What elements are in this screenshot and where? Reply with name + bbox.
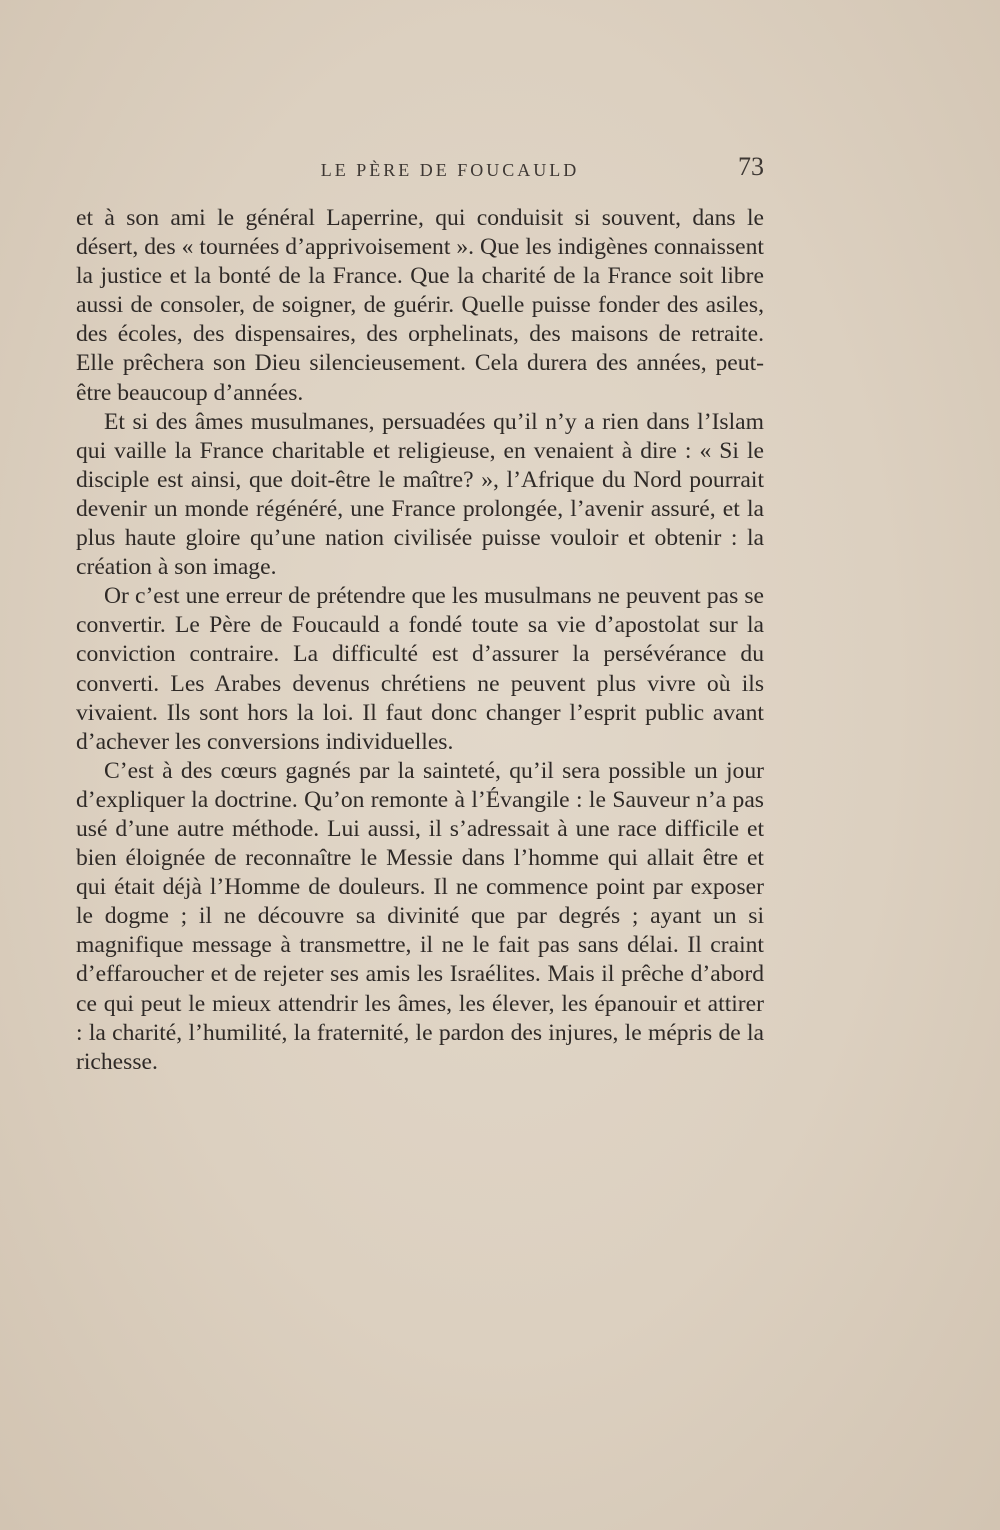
paragraph-2: Et si des âmes musulmanes, persuadées qu’il n’y a rien dans l’Islam qui vaille la France charitable et religieuse, en venaient à dire : « Si le disciple est ainsi, que doit-être le maître? », l’Afrique du Nord pourrait devenir un monde régénéré, une France prolongée, l’avenir assuré, et la plus haute gloire qu’une nation civilisée puisse vouloir et obtenir : la création à son image. — [76, 408, 764, 581]
running-head — [76, 152, 764, 188]
paragraph-1: et à son ami le général Laperrine, qui conduisit si souvent, dans le désert, des « tournées d’apprivoisement ». Que les indigènes connaissent la justice et la bonté de la France. Que la charité de la France soit libre aussi de consoler, de soigner, de guérir. Quelle puisse fonder des asiles, des écoles, des dispensaires, des orphelinats, des maisons de retraite. Elle prêchera son Dieu silencieusement. Cela durera des années, peut-être beaucoup d’années. — [76, 205, 764, 406]
running-title: LE PÈRE DE FOUCAULD — [320, 160, 580, 180]
paragraph-3: Or c’est une erreur de prétendre que les musulmans ne peuvent pas se convertir. Le Père de Foucauld a fondé toute sa vie d’apostolat sur la conviction contraire. La difficulté est d’assurer la persévérance du converti. Les Arabes devenus chrétiens ne peuvent plus vivre où ils vivaient. Ils sont hors la loi. Il faut donc changer l’esprit public avant d’achever les conversions individuelles. — [76, 583, 764, 755]
page-number: 73 — [738, 152, 764, 181]
paragraph-4: C’est à des cœurs gagnés par la sainteté, qu’il sera possible un jour d’expliquer la doctrine. Qu’on remonte à l’Évangile : le Sauveur n’a pas usé d’une autre méthode. Lui aussi, il s’adressait à une race difficile et bien éloignée de reconnaître le Messie dans l’homme qui allait être et qui était déjà l’Homme de douleurs. Il ne commence point par exposer le dogme ; il ne découvre sa divinité que par degrés ; ayant un si magnifique message à transmettre, il ne le fait pas sans délai. Il craint d’effaroucher et de rejeter ses amis les Israélites. Mais il prêche d’abord ce qui peut le mieux attendrir les âmes, les élever, les épanouir et attirer : la charité, l’humilité, la fraternité, le pardon des injures, le mépris de la richesse. — [76, 757, 764, 1075]
body-text — [76, 204, 764, 1077]
